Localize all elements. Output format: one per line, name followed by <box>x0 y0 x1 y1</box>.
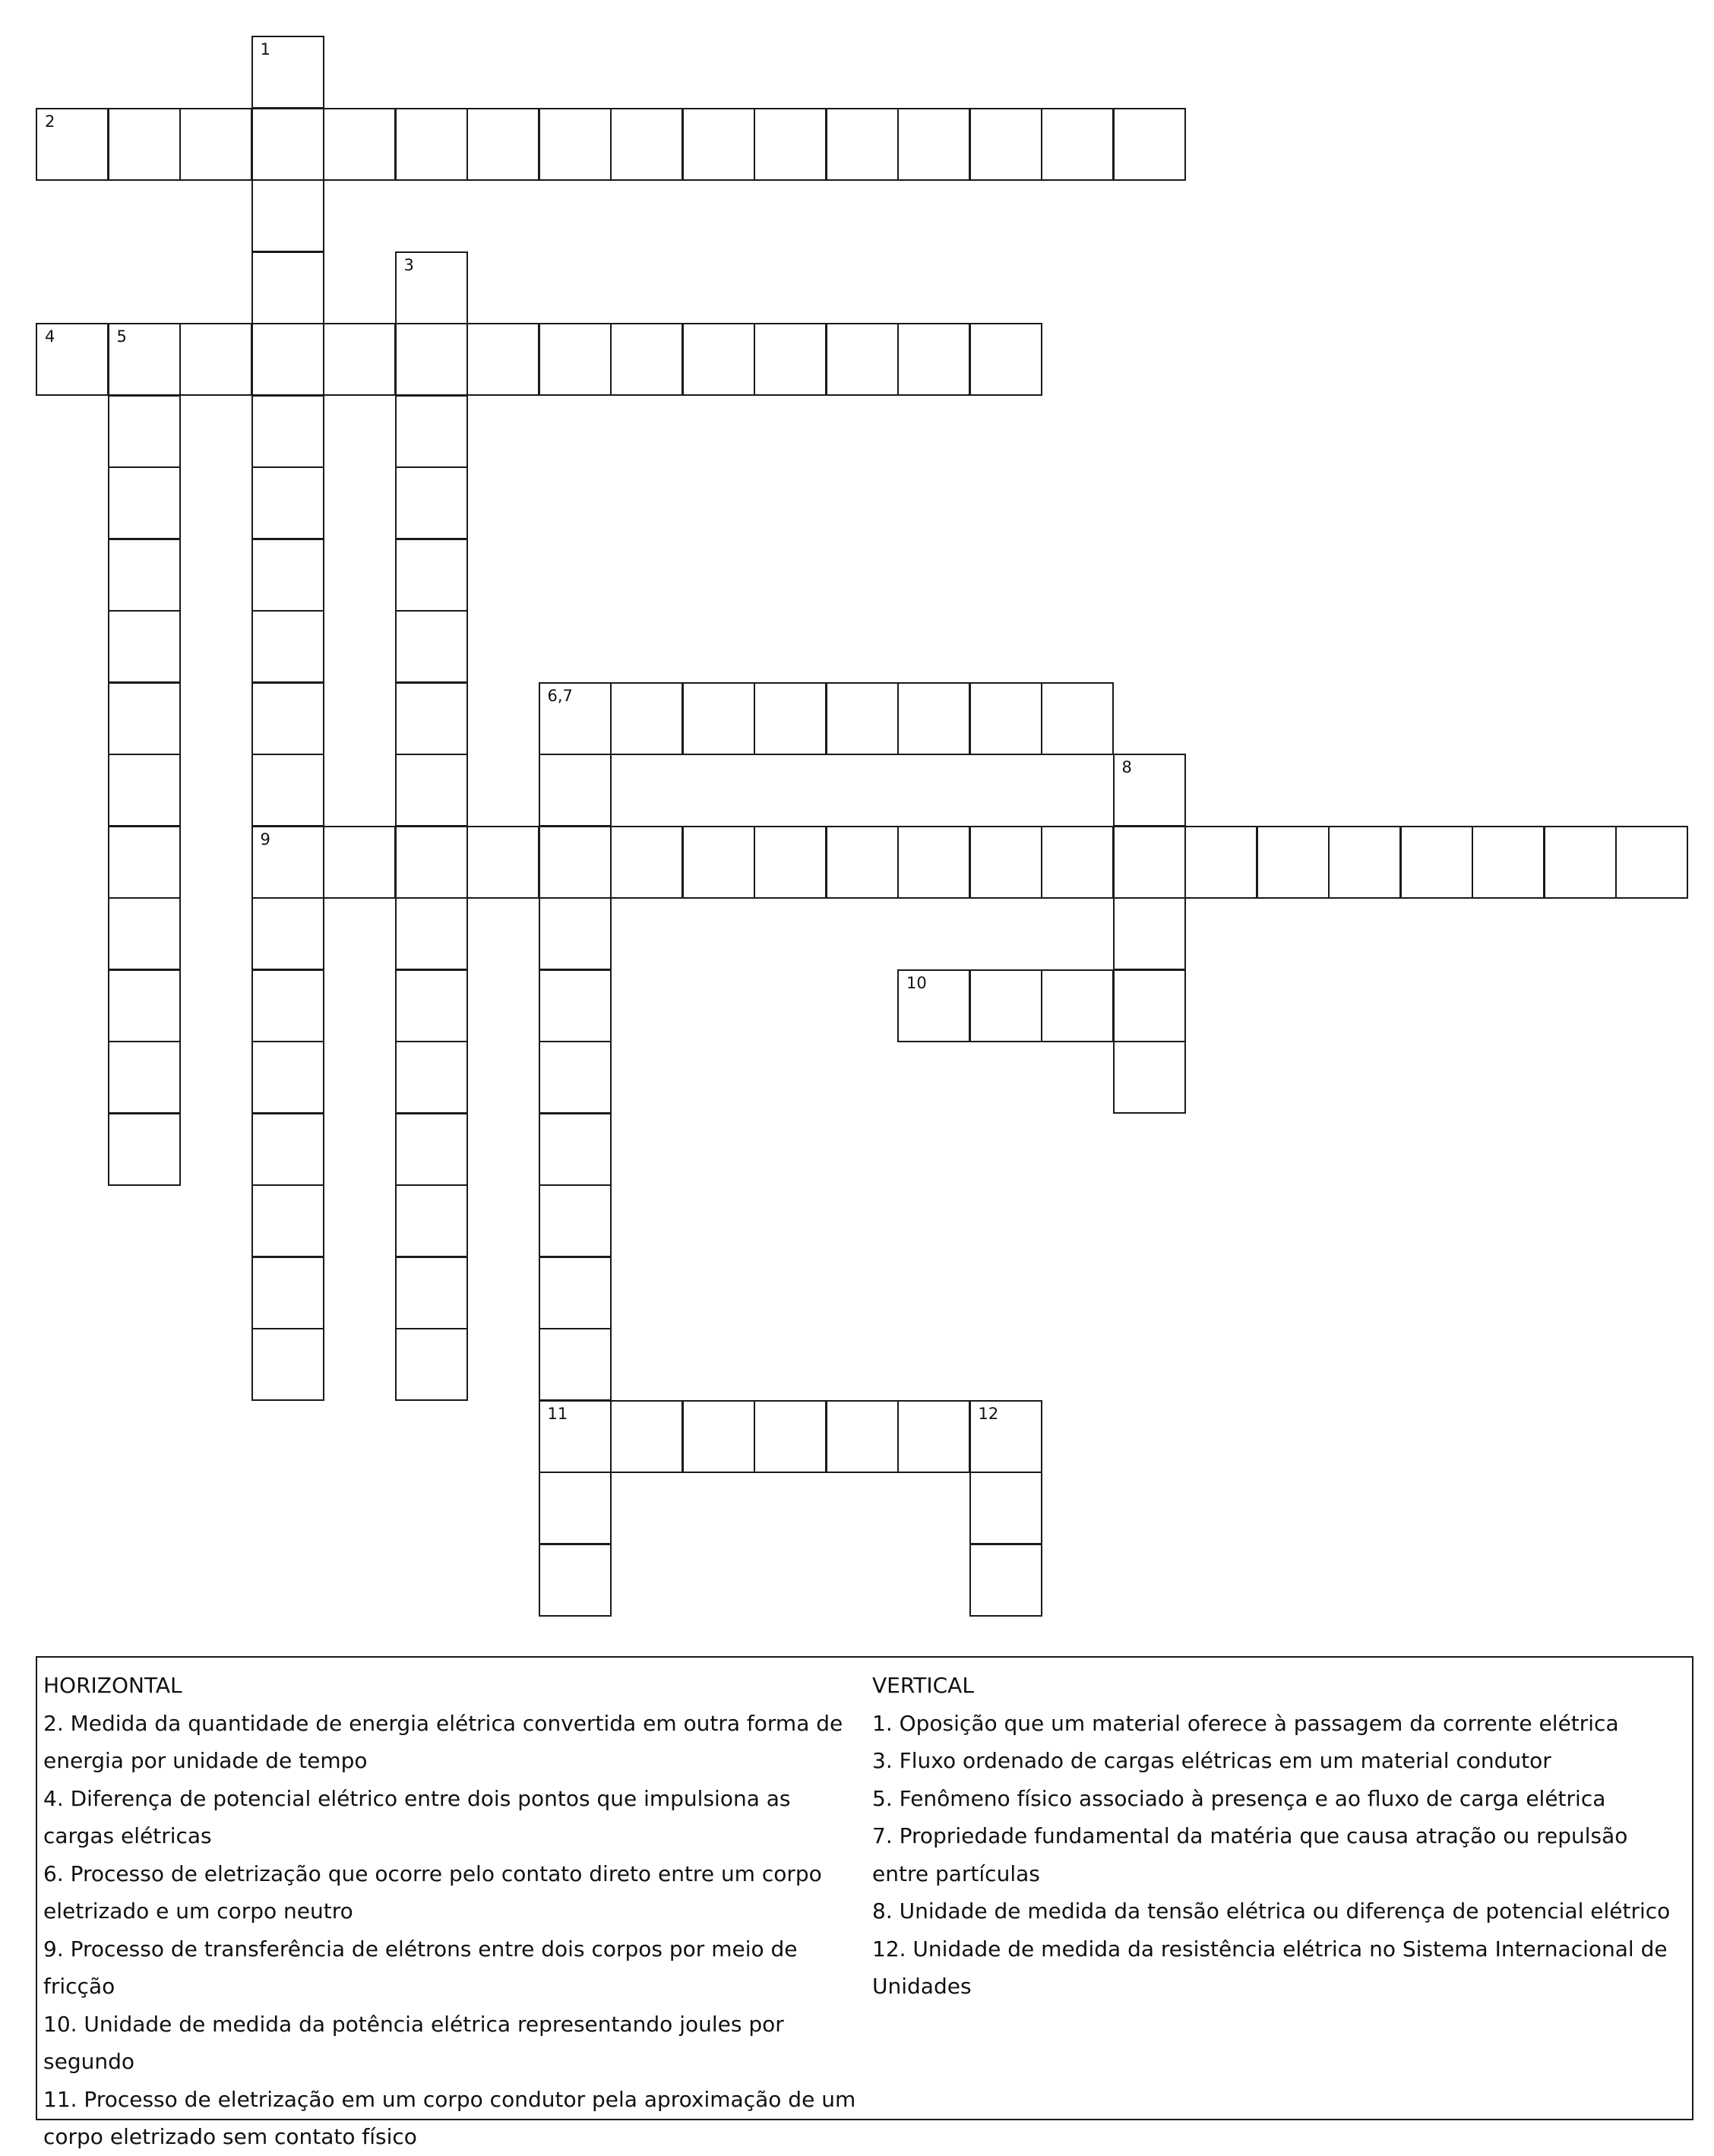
grid-cell[interactable] <box>108 754 181 827</box>
grid-cell[interactable] <box>395 826 468 899</box>
grid-cell[interactable] <box>395 897 468 970</box>
grid-cell[interactable] <box>754 682 827 755</box>
grid-cell[interactable] <box>1041 826 1114 899</box>
grid-cell[interactable] <box>108 1041 181 1114</box>
grid-cell[interactable] <box>826 323 899 396</box>
clues-panel <box>36 1656 1693 2149</box>
grid-cell[interactable] <box>251 108 324 181</box>
grid-cell[interactable] <box>610 682 683 755</box>
grid-cell[interactable] <box>108 108 181 181</box>
grid-cell[interactable] <box>682 682 755 755</box>
clue-number: 11 <box>547 1404 568 1423</box>
grid-cell[interactable] <box>251 466 324 539</box>
grid-cell[interactable] <box>539 682 612 755</box>
grid-cell[interactable] <box>323 108 396 181</box>
clue-vertical-1: 1. Oposição que um material oferece à passagem da corrente elétrica <box>872 1710 1619 1736</box>
grid-cell[interactable] <box>251 1257 324 1329</box>
grid-cell[interactable] <box>539 1113 612 1186</box>
grid-cell[interactable] <box>969 682 1042 755</box>
horizontal-clues <box>43 1667 864 2156</box>
grid-cell[interactable] <box>395 969 468 1042</box>
grid-cell[interactable] <box>251 1184 324 1257</box>
grid-cell[interactable] <box>251 539 324 612</box>
grid-cell[interactable] <box>108 826 181 899</box>
grid-cell[interactable] <box>108 1113 181 1186</box>
clue-number: 2 <box>45 112 55 131</box>
clue-number: 3 <box>403 255 414 274</box>
grid-cell[interactable] <box>179 323 252 396</box>
grid-cell[interactable] <box>969 1472 1042 1544</box>
grid-cell[interactable] <box>1113 826 1186 899</box>
grid-cell[interactable] <box>466 323 539 396</box>
clue-number: 4 <box>45 327 55 346</box>
grid-cell[interactable] <box>251 897 324 970</box>
grid-cell[interactable] <box>323 323 396 396</box>
grid-cell[interactable] <box>1544 826 1617 899</box>
grid-cell[interactable] <box>897 323 970 396</box>
grid-cell[interactable] <box>682 826 755 899</box>
clue-vertical-12: 12. Unidade de medida da resistência elétrica no Sistema Internacional de Unidades <box>872 1936 1668 1999</box>
grid-cell[interactable] <box>395 108 468 181</box>
grid-cell[interactable] <box>395 610 468 683</box>
grid-cell[interactable] <box>395 539 468 612</box>
grid-cell[interactable] <box>1472 826 1545 899</box>
grid-cell[interactable] <box>251 36 324 109</box>
grid-cell[interactable] <box>1615 826 1688 899</box>
grid-cell[interactable] <box>969 1544 1042 1617</box>
grid-cell[interactable] <box>1113 969 1186 1042</box>
grid-cell[interactable] <box>682 1400 755 1473</box>
grid-cell[interactable] <box>897 826 970 899</box>
grid-cell[interactable] <box>539 323 612 396</box>
grid-cell[interactable] <box>251 754 324 827</box>
grid-cell[interactable] <box>395 682 468 755</box>
grid-cell[interactable] <box>36 108 109 181</box>
grid-cell[interactable] <box>897 969 970 1042</box>
grid-cell[interactable] <box>610 1400 683 1473</box>
grid-cell[interactable] <box>108 395 181 468</box>
grid-cell[interactable] <box>539 826 612 899</box>
grid-cell[interactable] <box>969 1400 1042 1473</box>
grid-cell[interactable] <box>108 466 181 539</box>
clue-horizontal-6: 6. Processo de eletrização que ocorre pelo contato direto entre um corpo eletrizado e um corpo neutro <box>43 1860 822 1924</box>
grid-cell[interactable] <box>754 826 827 899</box>
grid-cell[interactable] <box>251 969 324 1042</box>
grid-cell[interactable] <box>826 1400 899 1473</box>
grid-cell[interactable] <box>539 1544 612 1617</box>
grid-cell[interactable] <box>251 1113 324 1186</box>
grid-cell[interactable] <box>969 826 1042 899</box>
grid-cell[interactable] <box>539 1184 612 1257</box>
grid-cell[interactable] <box>539 754 612 827</box>
grid-cell[interactable] <box>1113 108 1186 181</box>
grid-cell[interactable] <box>395 1113 468 1186</box>
clue-horizontal-4: 4. Diferença de potencial elétrico entre dois pontos que impulsiona as cargas elétricas <box>43 1785 791 1848</box>
grid-cell[interactable] <box>395 1184 468 1257</box>
grid-cell[interactable] <box>466 108 539 181</box>
grid-cell[interactable] <box>1041 969 1114 1042</box>
grid-cell[interactable] <box>1184 826 1257 899</box>
grid-cell[interactable] <box>754 1400 827 1473</box>
grid-cell[interactable] <box>395 466 468 539</box>
grid-cell[interactable] <box>539 108 612 181</box>
clue-vertical-3: 3. Fluxo ordenado de cargas elétricas em um material condutor <box>872 1748 1551 1773</box>
grid-cell[interactable] <box>610 323 683 396</box>
grid-cell[interactable] <box>395 1041 468 1114</box>
clue-vertical-8: 8. Unidade de medida da tensão elétrica ou diferença de potencial elétrico <box>872 1898 1671 1924</box>
grid-cell[interactable] <box>826 108 899 181</box>
grid-cell[interactable] <box>395 395 468 468</box>
grid-cell[interactable] <box>251 682 324 755</box>
grid-cell[interactable] <box>1400 826 1473 899</box>
grid-cell[interactable] <box>682 108 755 181</box>
grid-cell[interactable] <box>610 108 683 181</box>
grid-cell[interactable] <box>251 323 324 396</box>
clue-horizontal-9: 9. Processo de transferência de elétrons entre dois corpos por meio de fricção <box>43 1936 798 1999</box>
grid-cell[interactable] <box>539 897 612 970</box>
vertical-clues <box>872 1667 1685 2006</box>
grid-cell[interactable] <box>1113 897 1186 970</box>
clue-number: 12 <box>978 1404 999 1423</box>
grid-cell[interactable] <box>251 395 324 468</box>
clue-vertical-5: 5. Fenômeno físico associado à presença e ao fluxo de carga elétrica <box>872 1785 1606 1811</box>
grid-cell[interactable] <box>539 1400 612 1473</box>
clue-number: 8 <box>1121 758 1132 776</box>
clue-horizontal-2: 2. Medida da quantidade de energia elétrica convertida em outra forma de energia por unidade de tempo <box>43 1710 843 1773</box>
grid-cell[interactable] <box>108 539 181 612</box>
clue-number: 6,7 <box>547 686 573 705</box>
grid-cell[interactable] <box>395 251 468 324</box>
grid-cell[interactable] <box>1113 754 1186 827</box>
grid-cell[interactable] <box>395 1328 468 1401</box>
grid-cell[interactable] <box>1113 1041 1186 1114</box>
grid-cell[interactable] <box>108 682 181 755</box>
grid-cell[interactable] <box>1257 826 1330 899</box>
clue-number: 10 <box>906 973 927 992</box>
clue-number: 5 <box>116 327 127 346</box>
grid-cell[interactable] <box>969 323 1042 396</box>
grid-cell[interactable] <box>251 610 324 683</box>
grid-cell[interactable] <box>610 826 683 899</box>
grid-cell[interactable] <box>251 179 324 252</box>
grid-cell[interactable] <box>395 1257 468 1329</box>
grid-cell[interactable] <box>754 108 827 181</box>
grid-cell[interactable] <box>108 610 181 683</box>
clue-number: 9 <box>260 830 270 849</box>
grid-cell[interactable] <box>251 826 324 899</box>
grid-cell[interactable] <box>897 682 970 755</box>
grid-cell[interactable] <box>179 108 252 181</box>
grid-cell[interactable] <box>395 323 468 396</box>
grid-cell[interactable] <box>1328 826 1401 899</box>
grid-cell[interactable] <box>36 323 109 396</box>
grid-cell[interactable] <box>251 1041 324 1114</box>
grid-cell[interactable] <box>466 826 539 899</box>
grid-cell[interactable] <box>539 1328 612 1401</box>
grid-cell[interactable] <box>395 754 468 827</box>
grid-cell[interactable] <box>539 969 612 1042</box>
grid-cell[interactable] <box>108 897 181 970</box>
grid-cell[interactable] <box>682 323 755 396</box>
grid-cell[interactable] <box>754 323 827 396</box>
grid-cell[interactable] <box>539 1257 612 1329</box>
grid-cell[interactable] <box>1041 108 1114 181</box>
vertical-heading: VERTICAL <box>872 1673 974 1698</box>
grid-cell[interactable] <box>969 969 1042 1042</box>
grid-cell[interactable] <box>251 251 324 324</box>
clue-vertical-7: 7. Propriedade fundamental da matéria que causa atração ou repulsão entre partículas <box>872 1823 1628 1886</box>
grid-cell[interactable] <box>969 108 1042 181</box>
grid-cell[interactable] <box>826 682 899 755</box>
grid-cell[interactable] <box>108 969 181 1042</box>
grid-cell[interactable] <box>1041 682 1114 755</box>
clue-horizontal-10: 10. Unidade de medida da potência elétrica representando joules por segundo <box>43 2011 784 2074</box>
grid-cell[interactable] <box>539 1041 612 1114</box>
grid-cell[interactable] <box>897 1400 970 1473</box>
horizontal-heading: HORIZONTAL <box>43 1673 182 1698</box>
grid-cell[interactable] <box>108 323 181 396</box>
grid-cell[interactable] <box>897 108 970 181</box>
grid-cell[interactable] <box>323 826 396 899</box>
grid-cell[interactable] <box>539 1472 612 1544</box>
grid-cell[interactable] <box>251 1328 324 1401</box>
grid-cell[interactable] <box>826 826 899 899</box>
clue-horizontal-11: 11. Processo de eletrização em um corpo condutor pela aproximação de um corpo eletrizado sem contato físico <box>43 2086 856 2149</box>
clue-number: 1 <box>260 40 270 58</box>
